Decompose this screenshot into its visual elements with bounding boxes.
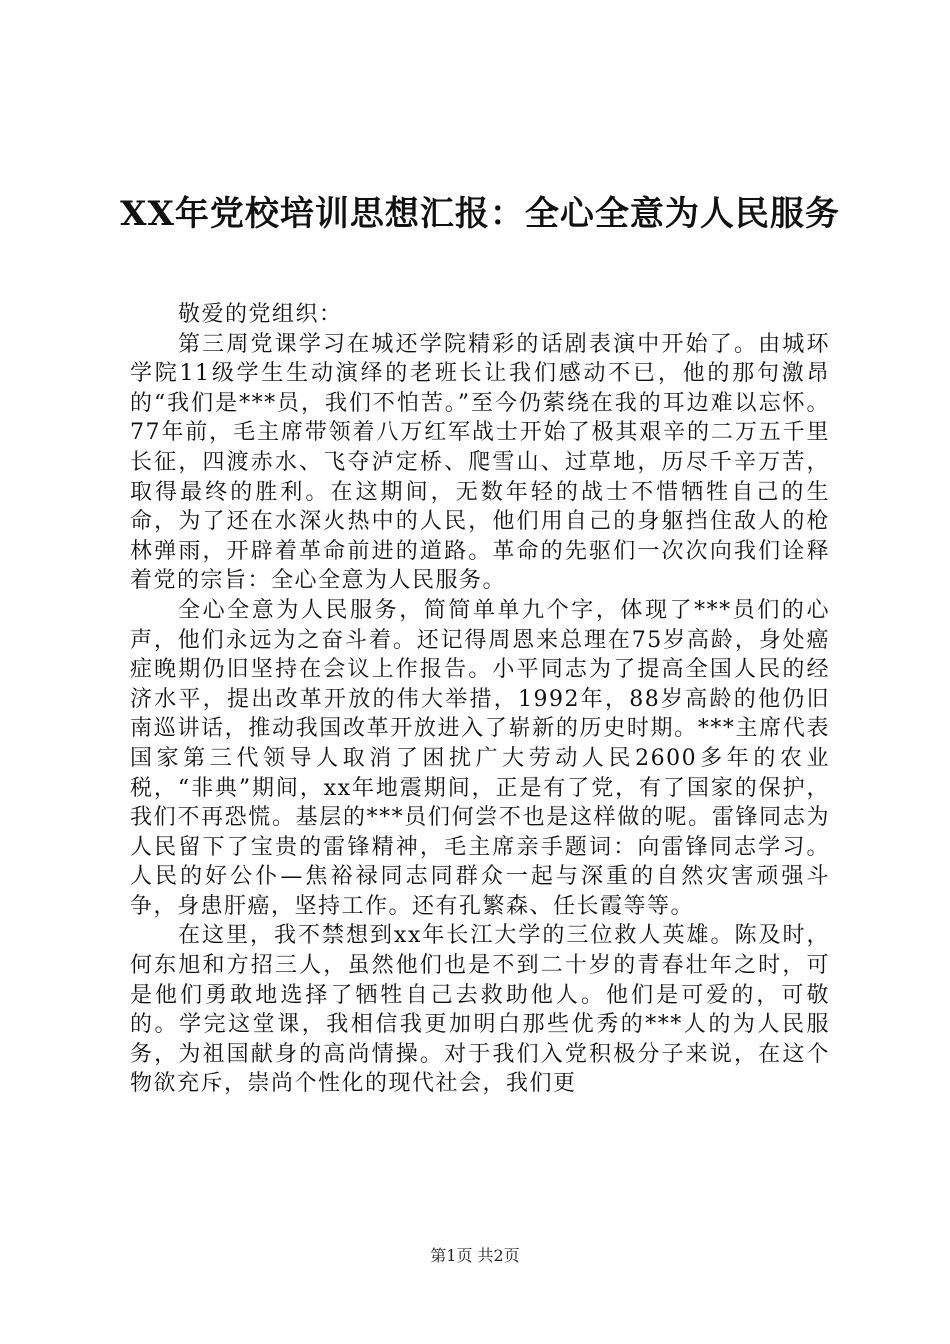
paragraph-2: 全心全意为人民服务，简简单单九个字，体现了***员们的心声，他们永远为之奋斗着。还记得周恩来总理在75岁高龄，身处癌症晚期仍旧坚持在会议上作报告。小平同志为了提高全国人民的经济水平，提出改革开放的伟大举措，1992年，88岁高龄的他仍旧南巡讲话，推动我国改革开放进入了崭新的历史时期。***主席代表国家第三代领导人取消了困扰广大劳动人民2600多年的农业税，“非典”期间，xx年地震期间，正是有了党，有了国家的保护，我们不再恐慌。基层的***员们何尝不也是这样做的呢。雷锋同志为人民留下了宝贵的雷锋精神，毛主席亲手题词：向雷锋同志学习。人民的好公仆—焦裕禄同志同群众一起与深重的自然灾害顽强斗争，身患肝癌，坚持工作。还有孔繁森、任长霞等等。 [130, 597, 830, 919]
paragraph-3: 在这里，我不禁想到xx年长江大学的三位救人英雄。陈及时，何东旭和方招三人，虽然他们也是不到二十岁的青春壮年之时，可是他们勇敢地选择了牺牲自己去救助他人。他们是可爱的，可敬的。学完这堂课，我相信我更加明白那些优秀的***人的为人民服务，为祖国献身的高尚情操。对于我们入党积极分子来说，在这个物欲充斥，崇尚个性化的现代社会，我们更 [130, 923, 830, 1097]
page-footer: 第1页 共2页 [430, 1246, 520, 1265]
paragraph-1: 第三周党课学习在城还学院精彩的话剧表演中开始了。由城环学院11级学生生动演绎的老班长让我们感动不已，他的那句激昂的“我们是***员，我们不怕苦。”至今仍萦绕在我的耳边难以忘怀。77年前，毛主席带领着八万红军战士开始了极其艰辛的二万五千里长征，四渡赤水、飞夺泸定桥、爬雪山、过草地，历尽千辛万苦，取得最终的胜利。在这期间，无数年轻的战士不惜牺牲自己的生命，为了还在水深火热中的人民，他们用自己的身躯挡住敌人的枪林弹雨，开辟着革命前进的道路。革命的先驱们一次次向我们诠释着党的宗旨：全心全意为人民服务。 [130, 331, 830, 594]
document-body [130, 300, 830, 1099]
document-title: XX年党校培训思想汇报：全心全意为人民服务 [120, 194, 840, 234]
salutation: 敬爱的党组织： [178, 302, 343, 327]
